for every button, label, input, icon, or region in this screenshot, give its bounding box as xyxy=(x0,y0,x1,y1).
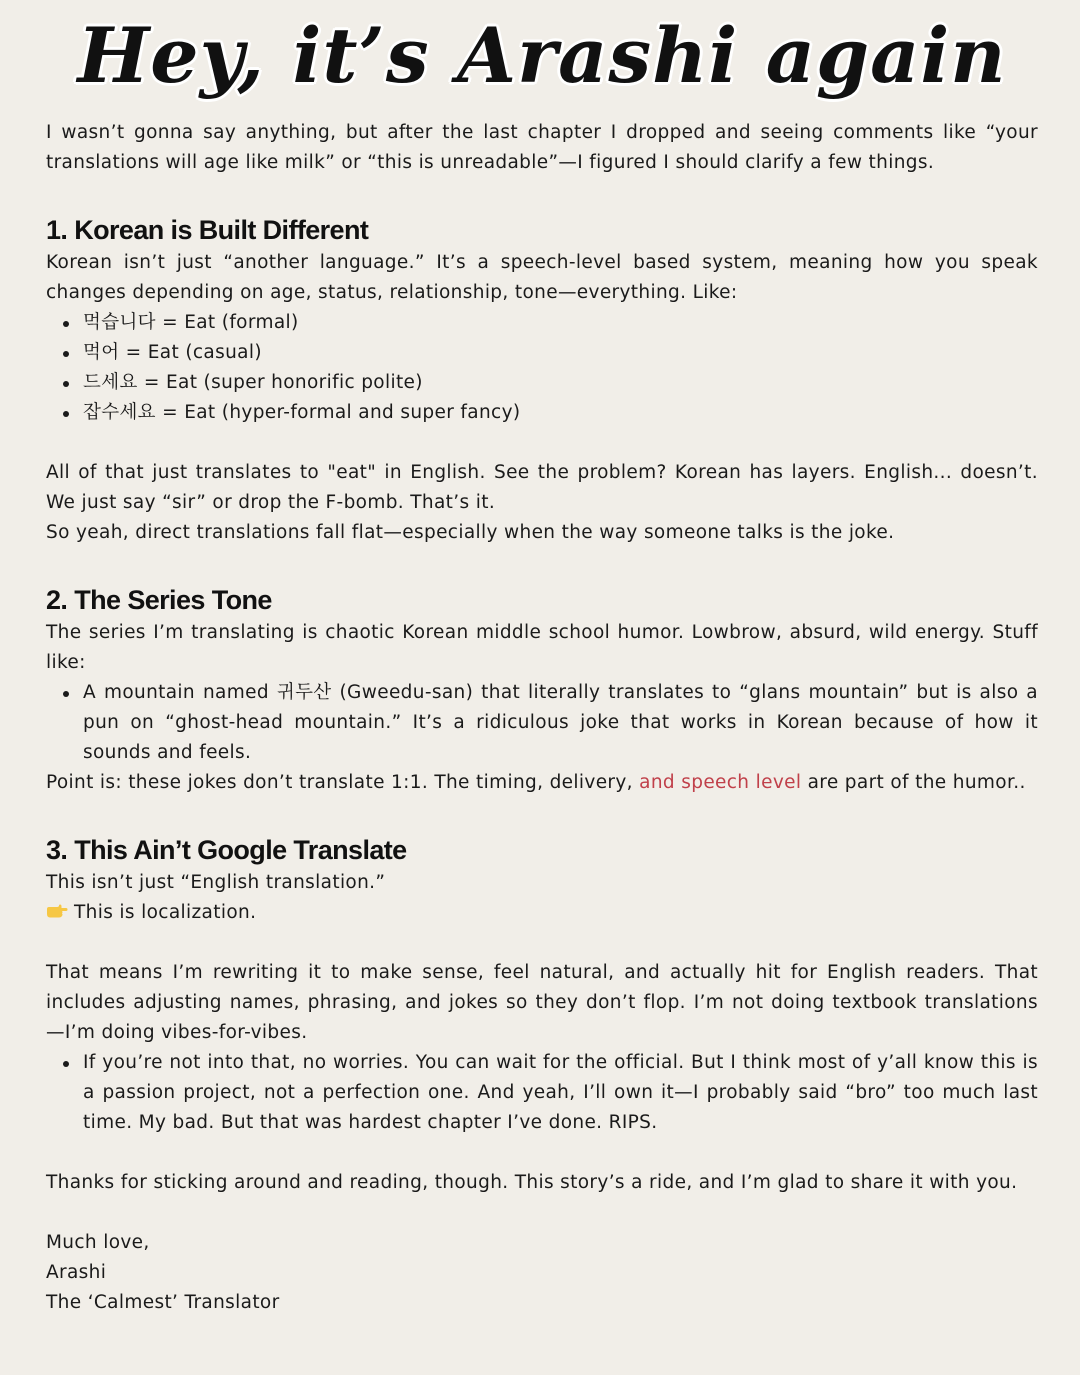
bullet-icon xyxy=(63,1061,69,1067)
signoff-title: The ‘Calmest’ Translator xyxy=(46,1292,280,1313)
list-item: If you’re not into that, no worries. You can wait for the official. But I think most of y’all know this is a passion project, not a perfection one. And yeah, I’ll own it—I probably said “bro” too much last time. My bad. But that was hardest chapter I’ve done. RIPS. xyxy=(46,1048,1038,1138)
section-2-heading: 2. The Series Tone xyxy=(46,585,272,615)
section-3-heading: 3. This Ain’t Google Translate xyxy=(46,835,407,865)
list-item: 먹어 = Eat (casual) xyxy=(46,338,1038,368)
bullet-icon xyxy=(63,381,69,387)
pointing-hand-icon xyxy=(46,904,68,918)
section-1-paragraph-2: All of that just translates to "eat" in English. See the problem? Korean has layers. English... doesn’t. We just say “sir” or drop the F-bomb. That’s it. xyxy=(46,462,1038,513)
section-1-paragraph-3: So yeah, direct translations fall flat—especially when the way someone talks is the joke. xyxy=(46,522,895,543)
bullet-icon xyxy=(63,411,69,417)
spacer xyxy=(46,928,1038,958)
list-item: 드세요 = Eat (super honorific polite) xyxy=(46,368,1038,398)
spacer xyxy=(46,428,1038,458)
section-3-line-2: This is localization. xyxy=(46,898,1038,928)
bullet-icon xyxy=(63,321,69,327)
thanks-paragraph: Thanks for sticking around and reading, though. This story’s a ride, and I’m glad to share it with you. xyxy=(46,1172,1018,1193)
section-1-bullet-list xyxy=(46,308,1038,428)
section-2-bullet-list xyxy=(46,678,1038,768)
spacer xyxy=(46,1138,1038,1168)
section-3-bullet-list xyxy=(46,1048,1038,1138)
section-1-paragraph: Korean isn’t just “another language.” It’s a speech-level based system, meaning how you speak changes depending on age, status, relationship, tone—everything. Like: xyxy=(46,252,1038,303)
section-2-point: Point is: these jokes don’t translate 1:1. The timing, delivery, and speech level are part of the humor.. xyxy=(46,772,1026,793)
signoff-name: Arashi xyxy=(46,1262,107,1283)
section-2-paragraph: The series I’m translating is chaotic Korean middle school humor. Lowbrow, absurd, wild energy. Stuff like: xyxy=(46,622,1038,673)
section-1-heading: 1. Korean is Built Different xyxy=(46,215,369,245)
section-3-paragraph: That means I’m rewriting it to make sense, feel natural, and actually hit for English readers. That includes adjusting names, phrasing, and jokes so they don’t flop. I’m not doing textbook translations —I’m doing vibes-for-vibes. xyxy=(46,962,1038,1043)
page-title: Hey, it’s Arashi again xyxy=(77,11,1007,100)
intro-paragraph: I wasn’t gonna say anything, but after the last chapter I dropped and seeing comments like “your translations will age like milk” or “this is unreadable”—I figured I should clarify a few things. xyxy=(46,122,1038,173)
list-item: 잡수세요 = Eat (hyper-formal and super fancy) xyxy=(46,398,1038,428)
list-item: 먹습니다 = Eat (formal) xyxy=(46,308,1038,338)
bullet-icon xyxy=(63,691,69,697)
highlighted-text: and speech level xyxy=(639,772,802,793)
list-item: A mountain named 귀두산 (Gweedu-san) that literally translates to “glans mountain” but is also a pun on “ghost-head mountain.” It’s a ridiculous joke that works in Korean because of how it sounds and feels. xyxy=(46,678,1038,768)
signoff-line-1: Much love, xyxy=(46,1232,150,1253)
bullet-icon xyxy=(63,351,69,357)
section-3-line-1: This isn’t just “English translation.” xyxy=(46,872,386,893)
spacer xyxy=(46,1198,1038,1228)
